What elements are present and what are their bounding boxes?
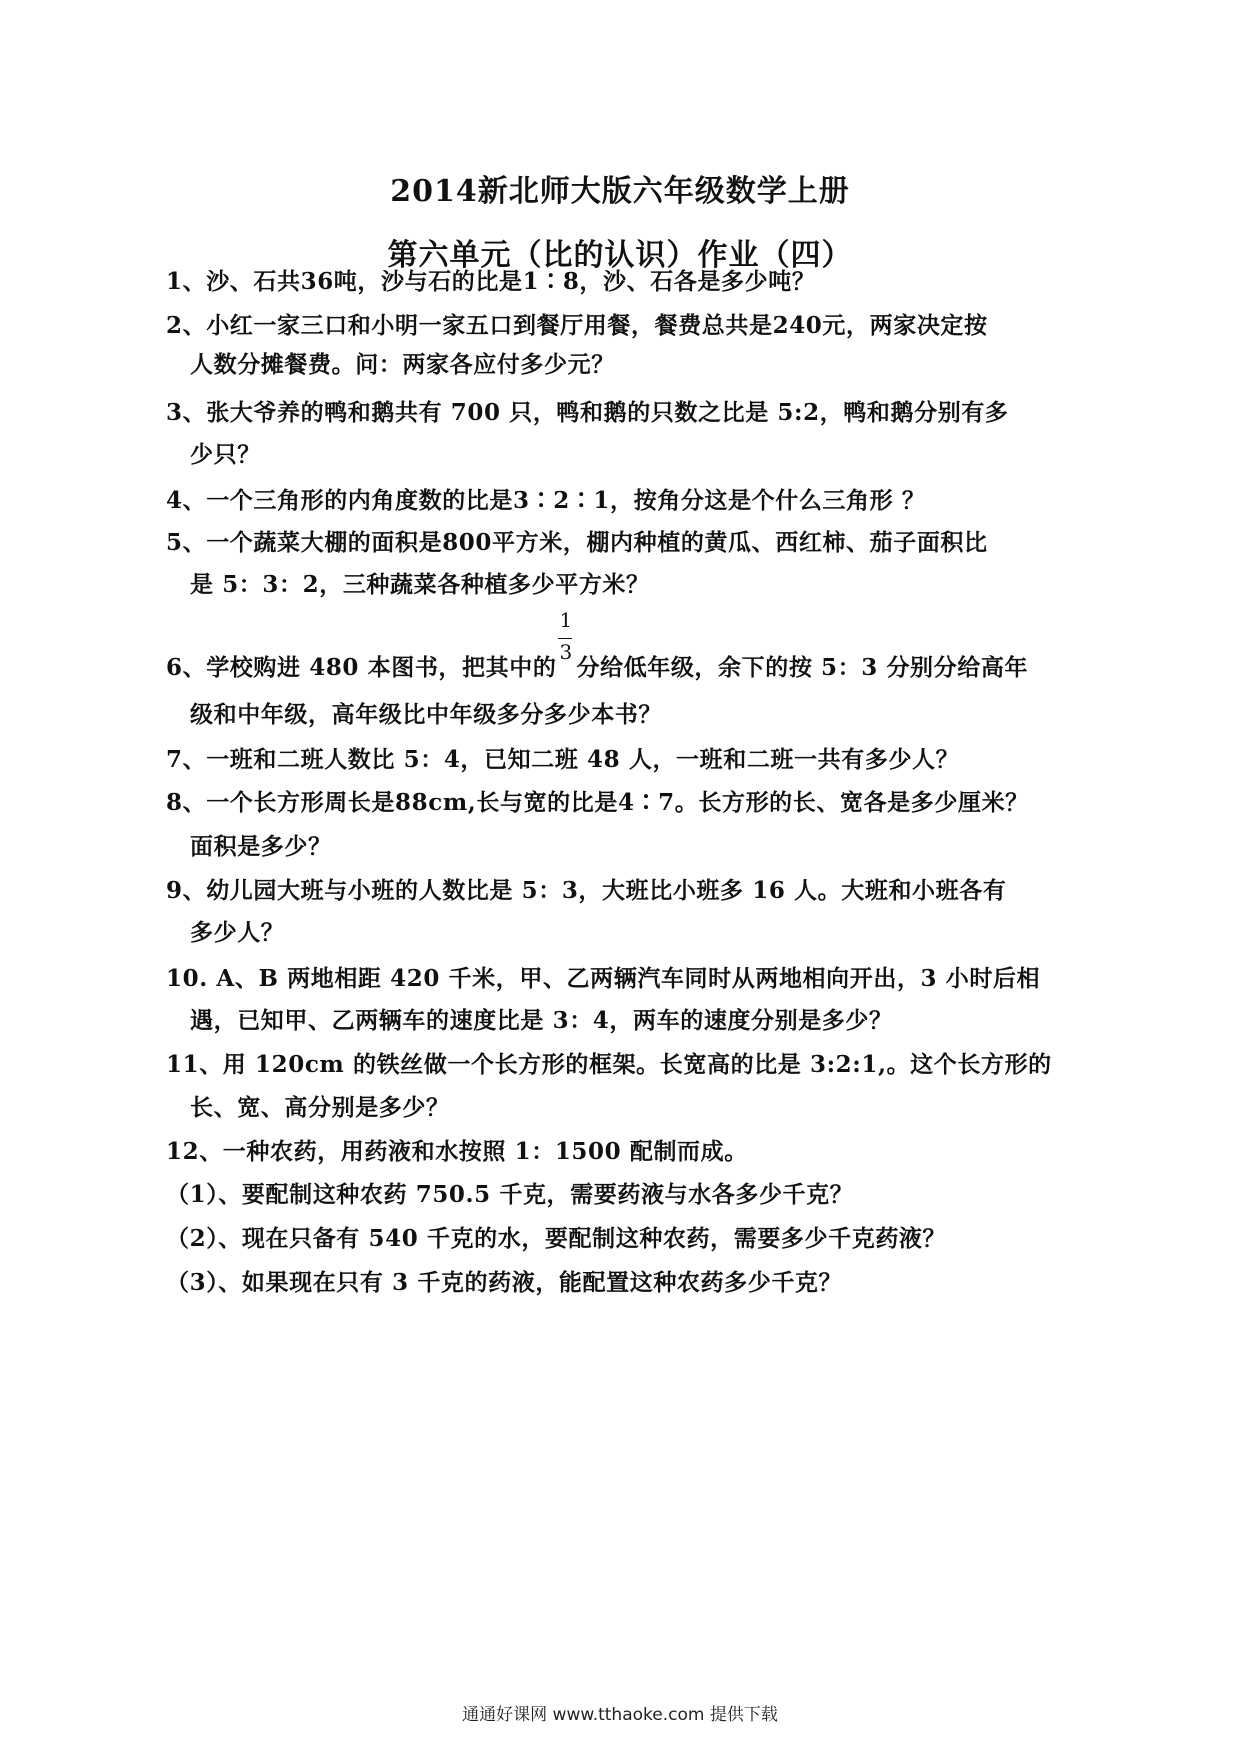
fraction-one-third: [556, 608, 576, 675]
question-6: [166, 608, 1029, 682]
question-8: 8、一个长方形周长是88cm,长与宽的比是4∶7。长方形的长、宽各是多少厘米？: [166, 789, 1029, 816]
page-subtitle: 第六单元（比的认识）作业（四）: [387, 238, 853, 273]
question-3: 3、张大爷养的鸭和鹅共有 700 只，鸭和鹅的只数之比是 5:2，鸭和鹅分别有多: [166, 399, 1009, 426]
question-6-after: 分给低年级，余下的按 5：3 分别分给高年: [576, 654, 1029, 681]
question-3-cont: 少只？: [190, 441, 261, 468]
question-6-cont: 级和中年级，高年级比中年级多分多少本书？: [190, 701, 662, 728]
fraction-bar: [558, 638, 572, 639]
question-5-cont: 是 5：3：2，三种蔬菜各种植多少平方米？: [190, 571, 650, 598]
question-12-part-2: （2）、现在只备有 540 千克的水，要配制这种农药，需要多少千克药液？: [166, 1225, 947, 1252]
page-title: 2014新北师大版六年级数学上册: [390, 174, 850, 209]
question-10-cont: 遇，已知甲、乙两辆车的速度比是 3：4，两车的速度分别是多少？: [190, 1007, 893, 1034]
question-11-cont: 长、宽、高分别是多少？: [190, 1094, 450, 1121]
question-12-part-1: （1）、要配制这种农药 750.5 千克，需要药液与水各多少千克？: [166, 1181, 854, 1208]
question-7: 7、一班和二班人数比 5：4，已知二班 48 人，一班和二班一共有多少人？: [166, 746, 960, 773]
question-4: 4、一个三角形的内角度数的比是3∶2∶1，按角分这是个什么三角形 ？: [166, 487, 926, 514]
question-9-cont: 多少人？: [190, 919, 285, 946]
question-10: 10. A、B 两地相距 420 千米，甲、乙两辆汽车同时从两地相向开出，3 小时后相: [166, 965, 1041, 992]
footer-source: 通通好课网 www.tthaoke.com 提供下载: [462, 1705, 778, 1725]
question-8-cont: 面积是多少？: [190, 833, 332, 860]
fraction-numerator: 1: [559, 608, 573, 632]
question-2: 2、小红一家三口和小明一家五口到餐厅用餐，餐费总共是240元，两家决定按: [166, 312, 988, 339]
question-6-before: 6、学校购进 480 本图书，把其中的: [166, 654, 557, 681]
question-12: 12、一种农药，用药液和水按照 1：1500 配制而成。: [166, 1138, 748, 1165]
question-2-cont: 人数分摊餐费。问：两家各应付多少元？: [190, 351, 615, 378]
question-5: 5、一个蔬菜大棚的面积是800平方米，棚内种植的黄瓜、西红柿、茄子面积比: [166, 529, 988, 556]
question-1: 1、沙、石共36吨，沙与石的比是1∶8，沙、石各是多少吨？: [166, 268, 816, 295]
fraction-denominator: 3: [559, 640, 573, 664]
question-11: 11、用 120cm 的铁丝做一个长方形的框架。长宽高的比是 3:2:1,。这个长方形的: [166, 1051, 1052, 1078]
question-12-part-3: （3）、如果现在只有 3 千克的药液，能配置这种农药多少千克？: [166, 1269, 843, 1296]
question-9: 9、幼儿园大班与小班的人数比是 5：3，大班比小班多 16 人。大班和小班各有: [166, 877, 1007, 904]
